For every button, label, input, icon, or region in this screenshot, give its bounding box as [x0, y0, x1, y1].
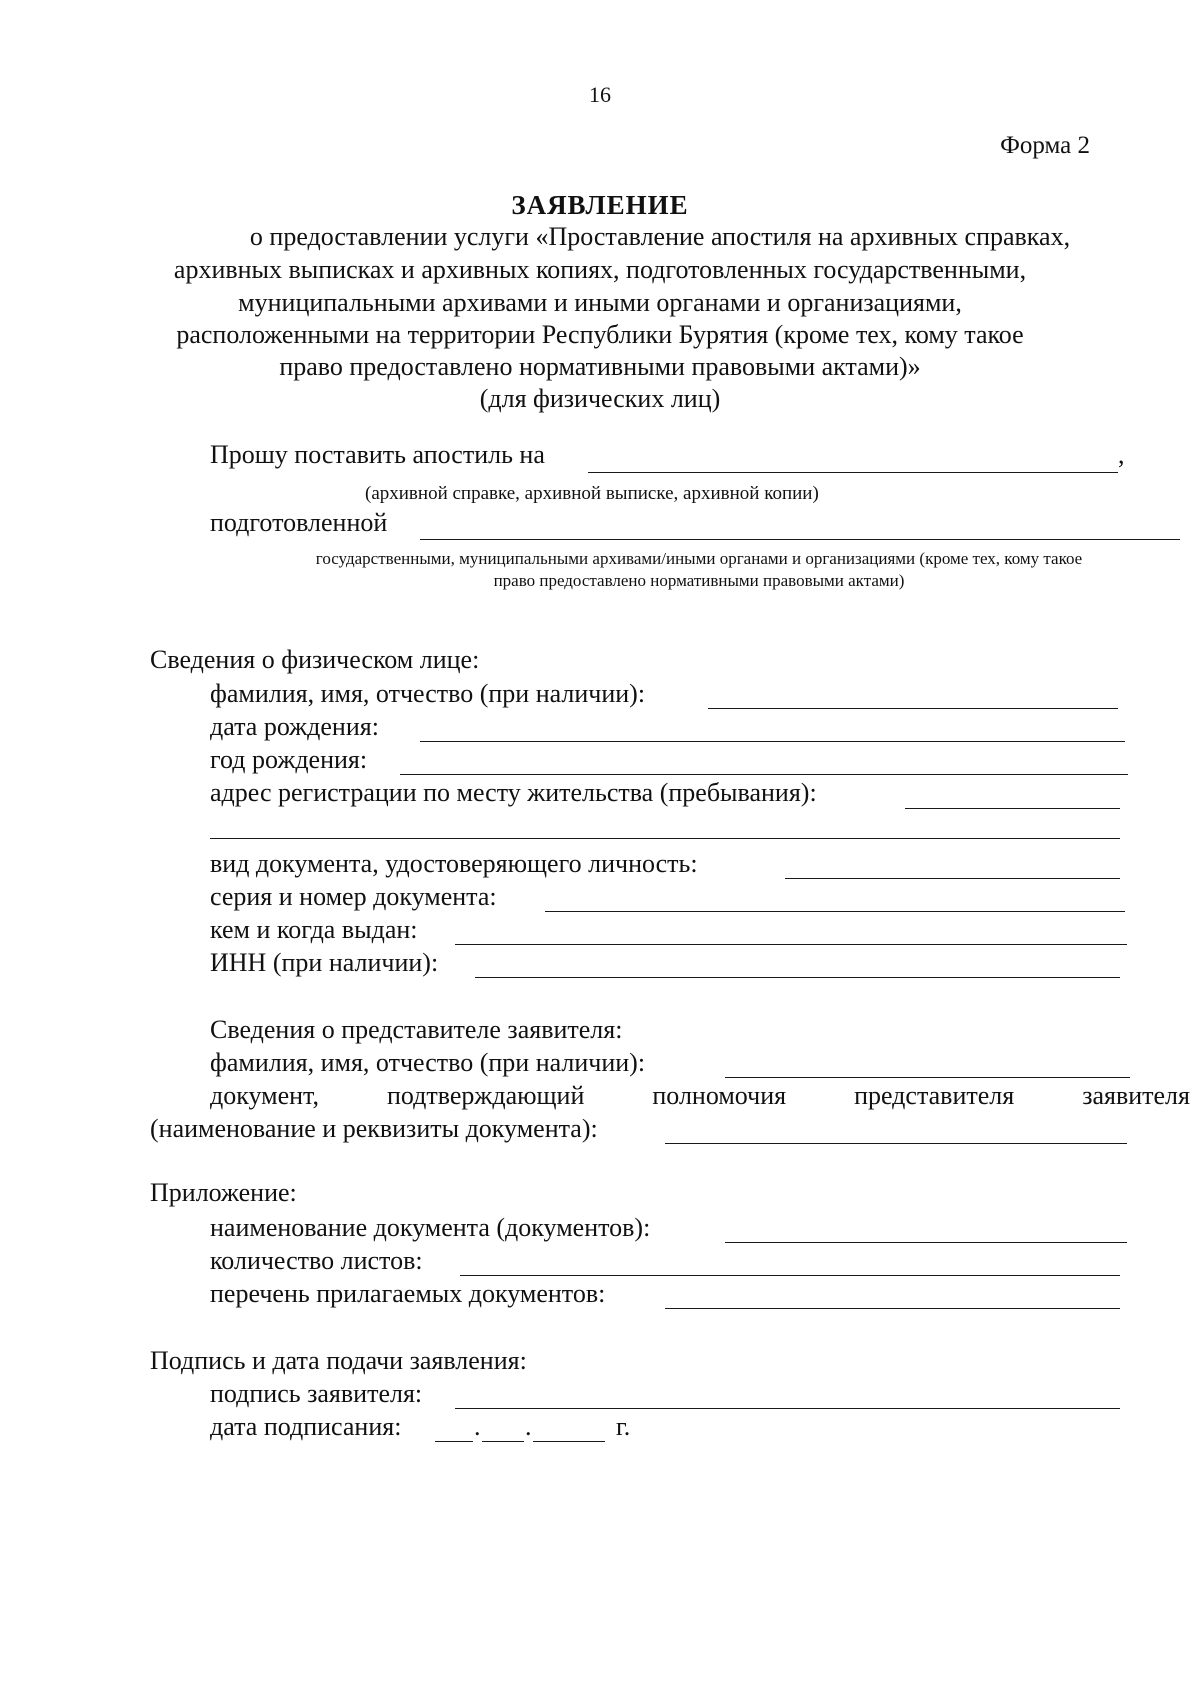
- person-fio-label: фамилия, имя, отчество (при наличии):: [210, 679, 646, 708]
- prepared-by-field[interactable]: [420, 539, 1180, 540]
- form-label: Форма 2: [1000, 132, 1090, 159]
- subtitle-line-1: о предоставлении услуги «Проставление апостиля на архивных справках,: [249, 222, 1071, 251]
- issued-label: кем и когда выдан:: [210, 915, 418, 944]
- subtitle-line-5: право предоставлено нормативными правовыми актами)»: [279, 352, 921, 381]
- request-document-field[interactable]: [588, 472, 1118, 473]
- sign-date-year-field[interactable]: [533, 1441, 605, 1442]
- subtitle-line-6: (для физических лиц): [479, 384, 721, 413]
- attachment-heading: Приложение:: [150, 1178, 297, 1207]
- birth-year-label: год рождения:: [210, 745, 368, 774]
- sign-date-dot-1: .: [474, 1412, 481, 1441]
- request-hint: (архивной справке, архивной выписке, архивной копии): [365, 483, 819, 504]
- prepared-hint-line-2: право предоставлено нормативными правовыми актами): [493, 571, 905, 590]
- address-field-continued[interactable]: [210, 838, 1120, 839]
- issued-field[interactable]: [455, 944, 1127, 945]
- attachment-sheets-field[interactable]: [460, 1275, 1120, 1276]
- representative-heading: Сведения о представителе заявителя:: [210, 1015, 623, 1044]
- prepared-label: подготовленной: [210, 508, 388, 537]
- representative-doc-word-2: подтверждающий: [386, 1081, 585, 1110]
- representative-doc-word-1: документ,: [210, 1081, 319, 1110]
- subtitle-line-4: расположенными на территории Республики Бурятия (кроме тех, кому такое: [176, 320, 1024, 349]
- page-number: 16: [589, 82, 611, 107]
- representative-doc-line: [210, 1081, 1190, 1111]
- sign-date-day-field[interactable]: [435, 1441, 473, 1442]
- attachment-doc-name-field[interactable]: [725, 1242, 1127, 1243]
- representative-doc-word-5: заявителя: [1082, 1081, 1190, 1110]
- sign-date-month-field[interactable]: [482, 1441, 524, 1442]
- doc-number-label: серия и номер документа:: [210, 882, 497, 911]
- attachment-sheets-label: количество листов:: [210, 1246, 423, 1275]
- attachment-doc-name-label: наименование документа (документов):: [210, 1213, 651, 1242]
- address-label: адрес регистрации по месту жительства (пребывания):: [210, 778, 817, 807]
- representative-doc-word-4: представителя: [854, 1081, 1015, 1110]
- request-label: Прошу поставить апостиль на: [210, 440, 545, 469]
- subtitle-line-3: муниципальными архивами и иными органами и организациями,: [238, 288, 962, 317]
- doc-type-field[interactable]: [785, 878, 1120, 879]
- representative-doc-label: (наименование и реквизиты документа):: [150, 1114, 598, 1143]
- signature-field[interactable]: [455, 1408, 1120, 1409]
- subtitle-line-2: архивных выписках и архивных копиях, подготовленных государственными,: [173, 255, 1027, 284]
- sign-date-year-suffix: г.: [616, 1412, 631, 1441]
- person-fio-field[interactable]: [708, 708, 1118, 709]
- inn-label: ИНН (при наличии):: [210, 948, 439, 977]
- representative-fio-field[interactable]: [725, 1077, 1130, 1078]
- birth-date-field[interactable]: [420, 741, 1125, 742]
- representative-doc-word-3: полномочия: [652, 1081, 787, 1110]
- birth-year-field[interactable]: [400, 774, 1128, 775]
- document-title: ЗАЯВЛЕНИЕ: [511, 190, 689, 220]
- signature-heading: Подпись и дата подачи заявления:: [150, 1346, 527, 1375]
- representative-fio-label: фамилия, имя, отчество (при наличии):: [210, 1048, 646, 1077]
- address-field[interactable]: [905, 808, 1120, 809]
- attachment-list-label: перечень прилагаемых документов:: [210, 1279, 606, 1308]
- representative-doc-field[interactable]: [665, 1143, 1127, 1144]
- doc-type-label: вид документа, удостоверяющего личность:: [210, 849, 698, 878]
- sign-date-label: дата подписания:: [210, 1412, 402, 1441]
- prepared-hint-line-1: государственными, муниципальными архивами/иными органами и организациями (кроме тех, кому такое: [315, 549, 1083, 568]
- inn-field[interactable]: [475, 977, 1120, 978]
- request-comma: ,: [1118, 440, 1125, 469]
- doc-number-field[interactable]: [545, 911, 1125, 912]
- sign-date-dot-2: .: [525, 1412, 532, 1441]
- signature-label: подпись заявителя:: [210, 1379, 423, 1408]
- birth-date-label: дата рождения:: [210, 712, 379, 741]
- person-heading: Сведения о физическом лице:: [150, 645, 480, 674]
- attachment-list-field[interactable]: [665, 1308, 1120, 1309]
